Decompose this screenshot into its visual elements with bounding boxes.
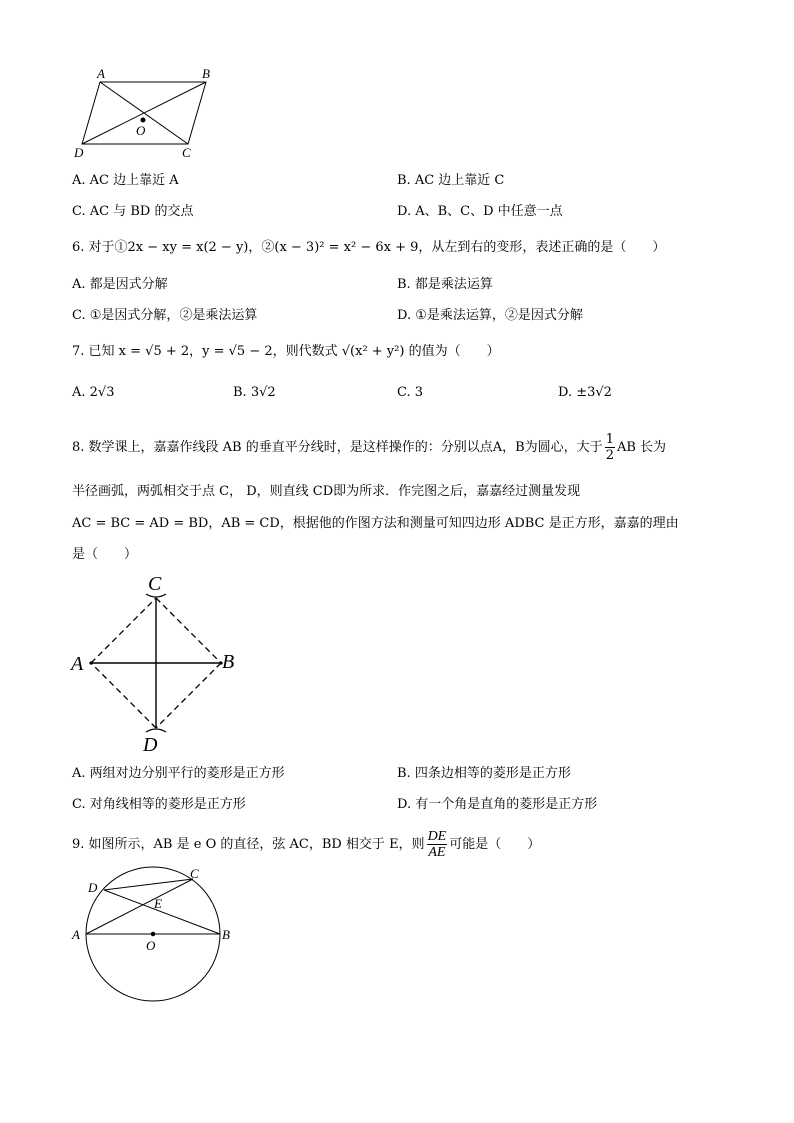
q5-label-b: B	[202, 66, 210, 81]
q5-option-b: B. AC 边上靠近 C	[397, 173, 505, 188]
q8-stem-line3: AC = BC = AD = BD，AB = CD，根据他的作图方法和测量可知四边形 ADBC 是正方形，嘉嘉的理由	[72, 516, 679, 531]
q9-label-c: C	[190, 866, 199, 881]
q7-option-c: C. 3	[397, 385, 424, 400]
q8-label-c: C	[148, 573, 162, 595]
q9-circle-figure	[68, 862, 243, 1007]
q7-option-b: B. 3√2	[233, 385, 276, 400]
q5-label-a: A	[97, 66, 105, 81]
q8-stem-line1-a: 8. 数学课上，嘉嘉作线段 AB 的垂直平分线时，是这样操作的：分别以点A，B为圆心，大于	[72, 440, 603, 455]
q5-label-d: D	[74, 145, 84, 160]
q9-fraction-den: AE	[428, 845, 446, 860]
q8-stem-line1	[72, 432, 666, 463]
q7-stem: 7. 已知 x = √5 + 2，y = √5 − 2，则代数式 √(x² + y²) 的值为（ ）	[72, 344, 500, 359]
q8-stem-line1-b: AB 长为	[616, 440, 667, 455]
q9-label-a: A	[72, 927, 80, 942]
q8-stem-line2: 半径画弧，两弧相交于点 C， D，则直线 CD即为所求．作完图之后，嘉嘉经过测量发现	[72, 484, 581, 499]
q9-stem	[72, 829, 540, 860]
q8-option-c: C. 对角线相等的菱形是正方形	[72, 797, 246, 812]
q5-option-c: C. AC 与 BD 的交点	[72, 204, 194, 219]
q6-option-a: A. 都是因式分解	[72, 277, 168, 292]
q6-option-b: B. 都是乘法运算	[397, 277, 493, 292]
q5-label-c: C	[182, 145, 191, 160]
q9-fraction-num: DE	[427, 829, 447, 844]
q9-stem-a: 9. 如图所示，AB 是 e O 的直径，弦 AC，BD 相交于 E，则	[72, 837, 425, 852]
q8-label-a: A	[71, 653, 84, 675]
q9-label-o: O	[146, 938, 156, 953]
q5-parallelogram-figure	[70, 62, 230, 162]
q8-option-b: B. 四条边相等的菱形是正方形	[397, 766, 571, 781]
q8-fraction	[605, 432, 615, 463]
q8-option-d: D. 有一个角是直角的菱形是正方形	[397, 797, 598, 812]
q9-label-d: D	[88, 880, 98, 895]
q5-label-o: O	[136, 123, 146, 138]
q9-fraction	[427, 829, 448, 860]
q9-label-b: B	[222, 927, 230, 942]
q8-fraction-num: 1	[605, 432, 614, 447]
q6-option-d: D. ①是乘法运算，②是因式分解	[397, 308, 583, 323]
q8-fraction-den: 2	[605, 448, 614, 463]
q7-option-d: D. ±3√2	[558, 385, 612, 400]
q6-stem: 6. 对于①2x − xy = x(2 − y)，②(x − 3)² = x² − 6x + 9，从左到右的变形，表述正确的是（ ）	[72, 240, 666, 255]
q9-label-e: E	[154, 896, 162, 911]
q6-option-c: C. ①是因式分解，②是乘法运算	[72, 308, 258, 323]
q5-option-d: D. A、B、C、D 中任意一点	[397, 204, 563, 219]
q9-stem-b: 可能是（ ）	[449, 837, 541, 852]
q8-stem-line4: 是（ ）	[72, 547, 138, 562]
q8-option-a: A. 两组对边分别平行的菱形是正方形	[72, 766, 285, 781]
q7-option-a: A. 2√3	[72, 385, 115, 400]
q5-option-a: A. AC 边上靠近 A	[72, 173, 179, 188]
q8-square-figure	[66, 570, 246, 755]
q8-label-b: B	[222, 651, 235, 673]
q8-label-d: D	[143, 734, 158, 755]
